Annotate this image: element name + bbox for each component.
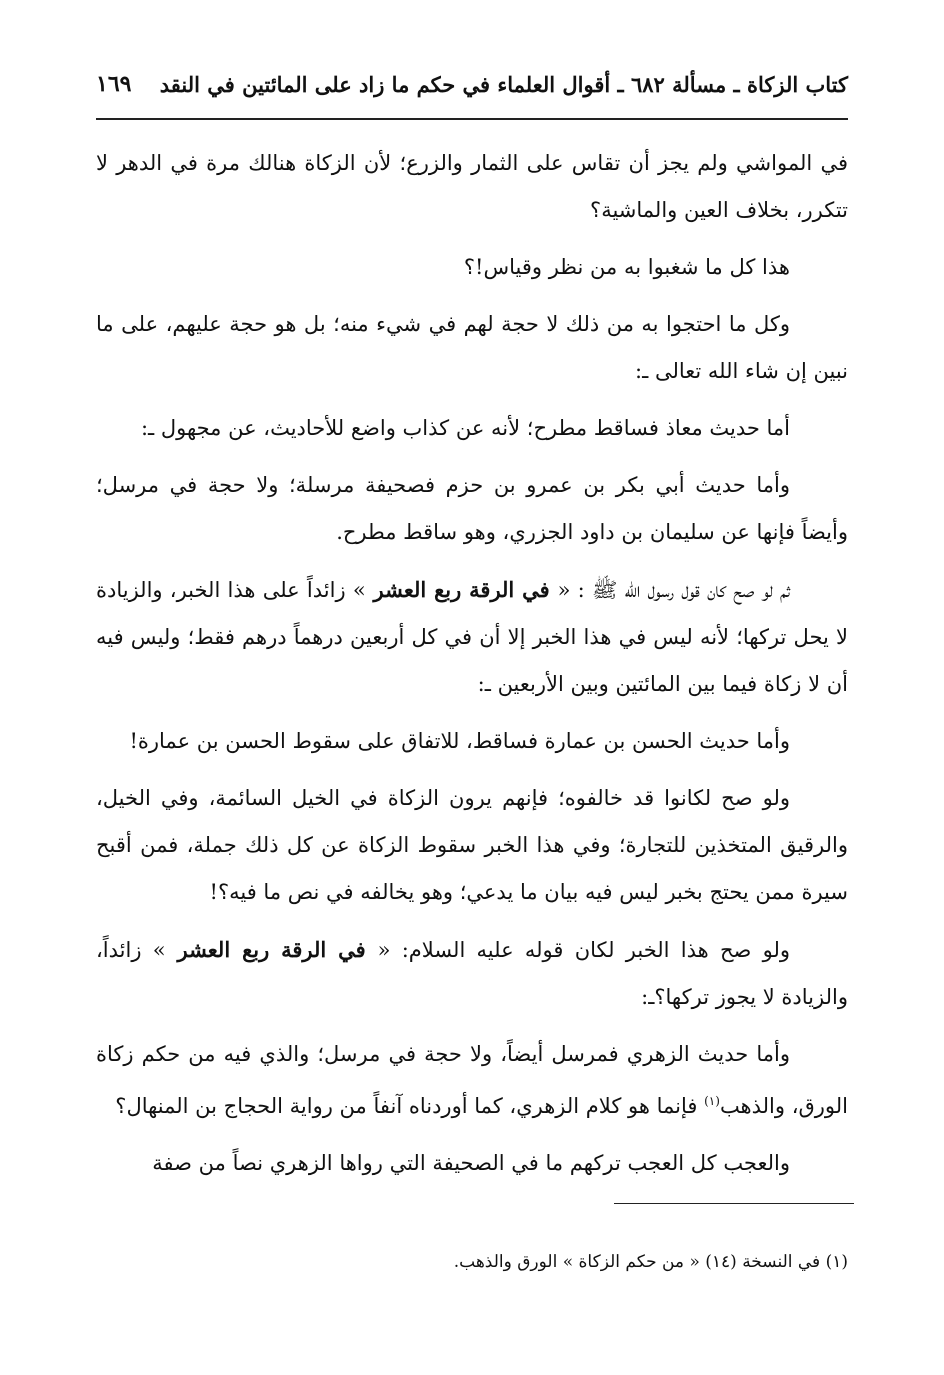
- paragraph: [96, 566, 848, 708]
- page-number: ١٦٩: [96, 71, 132, 97]
- hadith-quote: في الرقة ربع العشر: [165, 937, 378, 962]
- page-header: [96, 62, 848, 106]
- running-title: كتاب الزكاة ـ مسألة ٦٨٢ ـ أقوال العلماء في حكم ما زاد على المائتين في النقد: [159, 71, 848, 97]
- paragraph: [96, 1031, 848, 1130]
- paragraph-text: » زائداً على هذا الخبر، والزيادة لا يحل تركها؛ لأنه ليس في هذا الخبر إلا أن في كل أربعين درهماً درهم فقط؛ وليس فيه أن لا زكاة فيما بين المائتين وبين الأربعين ـ:: [96, 578, 848, 696]
- header-rule: [96, 118, 848, 120]
- hadith-quote: في الرقة ربع العشر: [365, 577, 558, 602]
- paragraph-text: ولو صح هذا الخبر لكان قوله عليه السلام: «: [377, 938, 790, 962]
- footnote: (١) في النسخة (١٤) « من حكم الزكاة » الورق والذهب.: [453, 1252, 848, 1272]
- paragraph: [96, 926, 848, 1021]
- paragraph: والعجب كل العجب تركهم ما في الصحيفة التي رواها الزهري نصاً من صفة: [152, 1151, 790, 1175]
- paragraph: وأما حديث أبي بكر بن عمرو بن حزم فصحيفة مرسلة؛ ولا حجة في مرسل؛ وأيضاً فإنها عن سليمان بن داود الجزري، وهو ساقط مطرح.: [96, 473, 848, 544]
- paragraph: وكل ما احتجوا به من ذلك لا حجة لهم في شيء منه؛ بل هو حجة عليهم، على ما نبين إن شاء الله تعالى ـ:: [96, 312, 848, 383]
- paragraph-text: فإنما هو كلام الزهري، كما أوردناه آنفاً من رواية الحجاج بن المنهال؟: [115, 1094, 705, 1118]
- footnote-rule: [614, 1203, 854, 1204]
- paragraph: وأما حديث الحسن بن عمارة فساقط، للاتفاق على سقوط الحسن بن عمارة!: [129, 729, 790, 753]
- paragraph-text: » زائداً، والزيادة لا يجوز تركها؟ـ:: [96, 938, 848, 1009]
- footnote-marker: (١): [704, 1094, 720, 1108]
- paragraph: ولو صح لكانوا قد خالفوه؛ فإنهم يرون الزكاة في الخيل السائمة، وفي الخيل، والرقيق المتخذين للتجارة؛ وفي هذا الخبر سقوط الزكاة عن كل ذلك جملة، فمن أقبح سيرة ممن يحتج بخبر ليس فيه بيان ما يدعي؛ وهو يخالفه في نص ما فيه؟!: [96, 786, 848, 904]
- paragraph: أما حديث معاذ فساقط مطرح؛ لأنه عن كذاب واضع للأحاديث، عن مجهول ـ:: [140, 416, 790, 440]
- paragraph-text: ثم لو صح كان قول رسول الله ﷺ : «: [557, 578, 790, 602]
- paragraph-text: وأما حديث الزهري فمرسل أيضاً، ولا حجة في مرسل؛ والذي فيه من حكم زكاة الورق، والذهب: [96, 1042, 848, 1118]
- main-text: [96, 140, 848, 1197]
- paragraph: في المواشي ولم يجز أن تقاس على الثمار والزرع؛ لأن الزكاة هنالك مرة في الدهر لا تتكرر، بخلاف العين والماشية؟: [96, 151, 848, 222]
- paragraph: هذا كل ما شغبوا به من نظر وقياس!؟: [463, 255, 790, 279]
